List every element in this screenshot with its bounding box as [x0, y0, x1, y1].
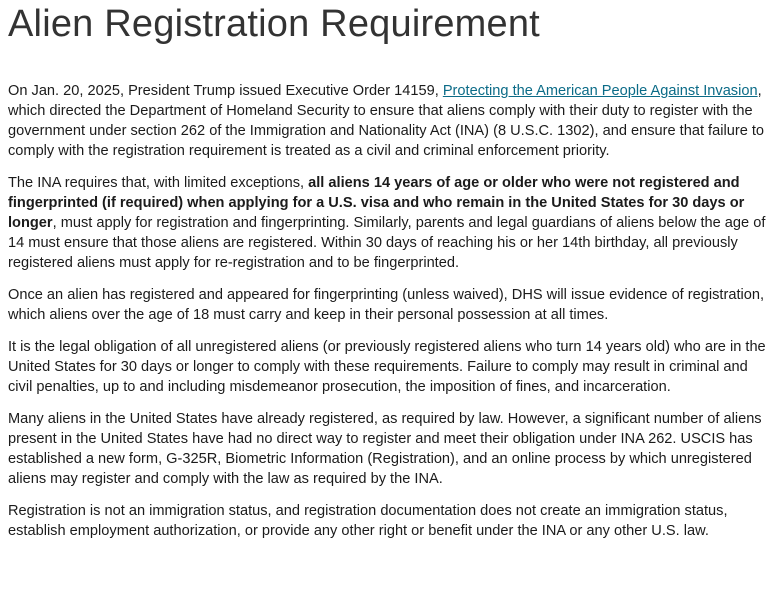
- paragraph-text: On Jan. 20, 2025, President Trump issued Executive Order 14159,: [8, 83, 443, 99]
- page-title: Alien Registration Requirement: [8, 3, 540, 45]
- paragraph-executive-order: [8, 81, 766, 161]
- paragraph-ina-requirement: [8, 173, 766, 273]
- paragraph-text: , which directed the Department of Homeland Security to ensure that aliens comply with their duty to register with the government under section 262 of the Immigration and Nationality Act (INA) (8 U.S.C. 1302), and ensure that failure to comply with the registration requirement is treated as a civil and criminal enforcement priority.: [8, 83, 765, 159]
- paragraph-text: The INA requires that, with limited exceptions,: [8, 175, 309, 191]
- paragraph-not-immigration-status: Registration is not an immigration status, and registration documentation does not create an immigration status, establish employment authorization, or provide any other right or benefit under the INA or any other U.S. law.: [8, 503, 728, 539]
- paragraph-new-form: Many aliens in the United States have already registered, as required by law. However, a significant number of aliens present in the United States have had no direct way to register and meet their obligation under INA 262. USCIS has established a new form, G-325R, Biometric Information (Registration), and an online process by which unregistered aliens may register and comply with the law as required by the INA.: [8, 411, 762, 487]
- executive-order-link[interactable]: Protecting the American People Against Invasion: [442, 83, 758, 99]
- paragraph-text: , must apply for registration and fingerprinting. Similarly, parents and legal guardians of aliens below the age of 14 must ensure that those aliens are registered. Within 30 days of reaching his or her 14th birthday, all previously registered aliens must apply for re-registration and to be fingerprinted.: [8, 215, 766, 271]
- paragraph-legal-obligation: It is the legal obligation of all unregistered aliens (or previously registered aliens who turn 14 years old) who are in the United States for 30 days or longer to comply with these requirements. Failure to comply may result in criminal and civil penalties, up to and including misdemeanor prosecution, the imposition of fines, and incarceration.: [8, 339, 766, 395]
- page-content: [0, 2, 772, 541]
- paragraph-evidence-of-registration: Once an alien has registered and appeared for fingerprinting (unless waived), DHS will issue evidence of registration, which aliens over the age of 18 must carry and keep in their personal possession at all times.: [8, 287, 765, 323]
- bold-requirement-text: all aliens 14 years of age or older who were not registered and fingerprinted (if required) when applying for a U.S. visa and who remain in the United States for 30 days or longer: [8, 175, 745, 231]
